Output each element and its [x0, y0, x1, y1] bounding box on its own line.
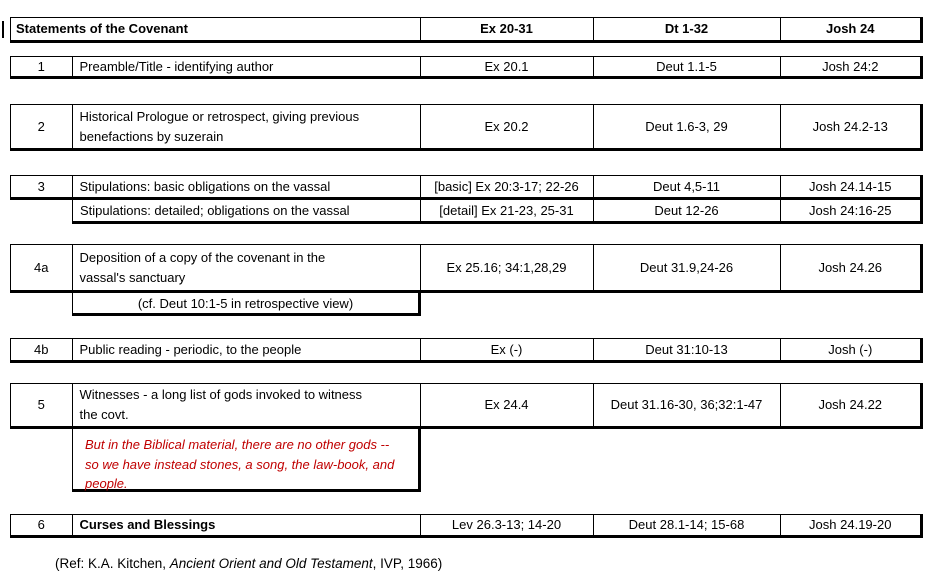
- deposition-footnote-box: [72, 293, 421, 316]
- citation-book-title: Ancient Orient and Old Testament: [169, 556, 373, 571]
- header-row: [10, 17, 923, 43]
- description-line: benefactions by suzerain: [79, 128, 224, 144]
- row-number: 2: [37, 118, 45, 134]
- table-row-stipulations-detailed: [72, 200, 923, 224]
- header-col-exodus: Ex 20-31: [420, 18, 593, 40]
- row-description: Stipulations: detailed; obligations on the vassal: [80, 202, 350, 218]
- deuteronomy-ref: Deut 1.1-5: [593, 57, 780, 76]
- row-description: Curses and Blessings: [72, 515, 420, 535]
- row-number: 4a: [34, 259, 49, 275]
- joshua-ref: Josh 24.22: [780, 384, 921, 426]
- row-description: Stipulations: basic obligations on the vassal: [72, 176, 420, 197]
- table-row-public-reading: [10, 338, 923, 363]
- exodus-ref: Ex 20.2: [420, 105, 593, 148]
- leviticus-ref: Lev 26.3-13; 14-20: [420, 515, 593, 535]
- row-number: 1: [37, 58, 45, 74]
- joshua-ref: Josh 24.26: [780, 245, 921, 290]
- joshua-ref: Josh 24:16-25: [780, 200, 921, 221]
- deuteronomy-ref: Deut 12-26: [593, 200, 780, 221]
- description-line: Deposition of a copy of the covenant in the: [79, 249, 326, 265]
- deuteronomy-ref: Deut 1.6-3, 29: [593, 105, 780, 148]
- deuteronomy-ref: Deut 31:10-13: [593, 339, 780, 360]
- joshua-ref: Josh 24.2-13: [780, 105, 921, 148]
- exodus-ref: Ex 25.16; 34:1,28,29: [420, 245, 593, 290]
- row-number: 3: [37, 178, 45, 194]
- deuteronomy-ref: Deut 4,5-11: [593, 176, 780, 197]
- citation-prefix: (Ref: K.A. Kitchen,: [55, 556, 170, 571]
- description-line: Witnesses - a long list of gods invoked to witness: [79, 387, 363, 402]
- exodus-ref: Ex 24.4: [420, 384, 593, 426]
- table-row-deposition: [10, 244, 923, 293]
- joshua-ref: Josh 24:2: [780, 57, 921, 76]
- exodus-ref: [detail] Ex 21-23, 25-31: [420, 200, 593, 221]
- header-title: Statements of the Covenant: [16, 21, 188, 36]
- table-row-stipulations-basic: [10, 175, 923, 200]
- joshua-ref: Josh 24.14-15: [780, 176, 921, 197]
- joshua-ref: Josh (-): [780, 339, 921, 360]
- exodus-ref: [basic] Ex 20:3-17; 22-26: [420, 176, 593, 197]
- row-number: 6: [37, 517, 45, 532]
- description-line: the covt.: [79, 407, 129, 422]
- table-row-preamble: [10, 56, 923, 79]
- header-col-deuteronomy: Dt 1-32: [593, 18, 780, 40]
- red-note-line: people.: [85, 476, 128, 491]
- table-row-curses-blessings: [10, 514, 923, 538]
- exodus-ref: Ex (-): [420, 339, 593, 360]
- exodus-ref: Ex 20.1: [420, 57, 593, 76]
- stray-tick-mark: [2, 21, 4, 38]
- row-number: 5: [37, 397, 45, 412]
- row-description: Public reading - periodic, to the people: [72, 339, 420, 360]
- deuteronomy-ref: Deut 31.9,24-26: [593, 245, 780, 290]
- red-note-line: so we have instead stones, a song, the law-book, and: [85, 456, 395, 472]
- row-description: Preamble/Title - identifying author: [72, 57, 420, 76]
- joshua-ref: Josh 24.19-20: [780, 515, 921, 535]
- row-description: [72, 105, 420, 148]
- row-description: [72, 384, 420, 426]
- deuteronomy-ref: Deut 28.1-14; 15-68: [593, 515, 780, 535]
- citation-suffix: , IVP, 1966): [372, 556, 443, 571]
- row-description: [72, 245, 420, 290]
- reference-citation: [55, 556, 442, 571]
- witnesses-red-note-box: [72, 429, 421, 492]
- header-col-joshua: Josh 24: [780, 18, 921, 40]
- deuteronomy-ref: Deut 31.16-30, 36;32:1-47: [593, 384, 780, 426]
- table-row-historical-prologue: [10, 104, 923, 151]
- deposition-footnote: (cf. Deut 10:1-5 in retrospective view): [137, 295, 354, 311]
- description-line: Historical Prologue or retrospect, giving previous: [79, 108, 360, 124]
- row-number: 4b: [34, 341, 49, 357]
- table-row-witnesses: [10, 383, 923, 429]
- red-note-line: But in the Biblical material, there are no other gods --: [85, 437, 390, 452]
- witnesses-red-note: [73, 429, 418, 489]
- description-line: vassal's sanctuary: [79, 269, 186, 285]
